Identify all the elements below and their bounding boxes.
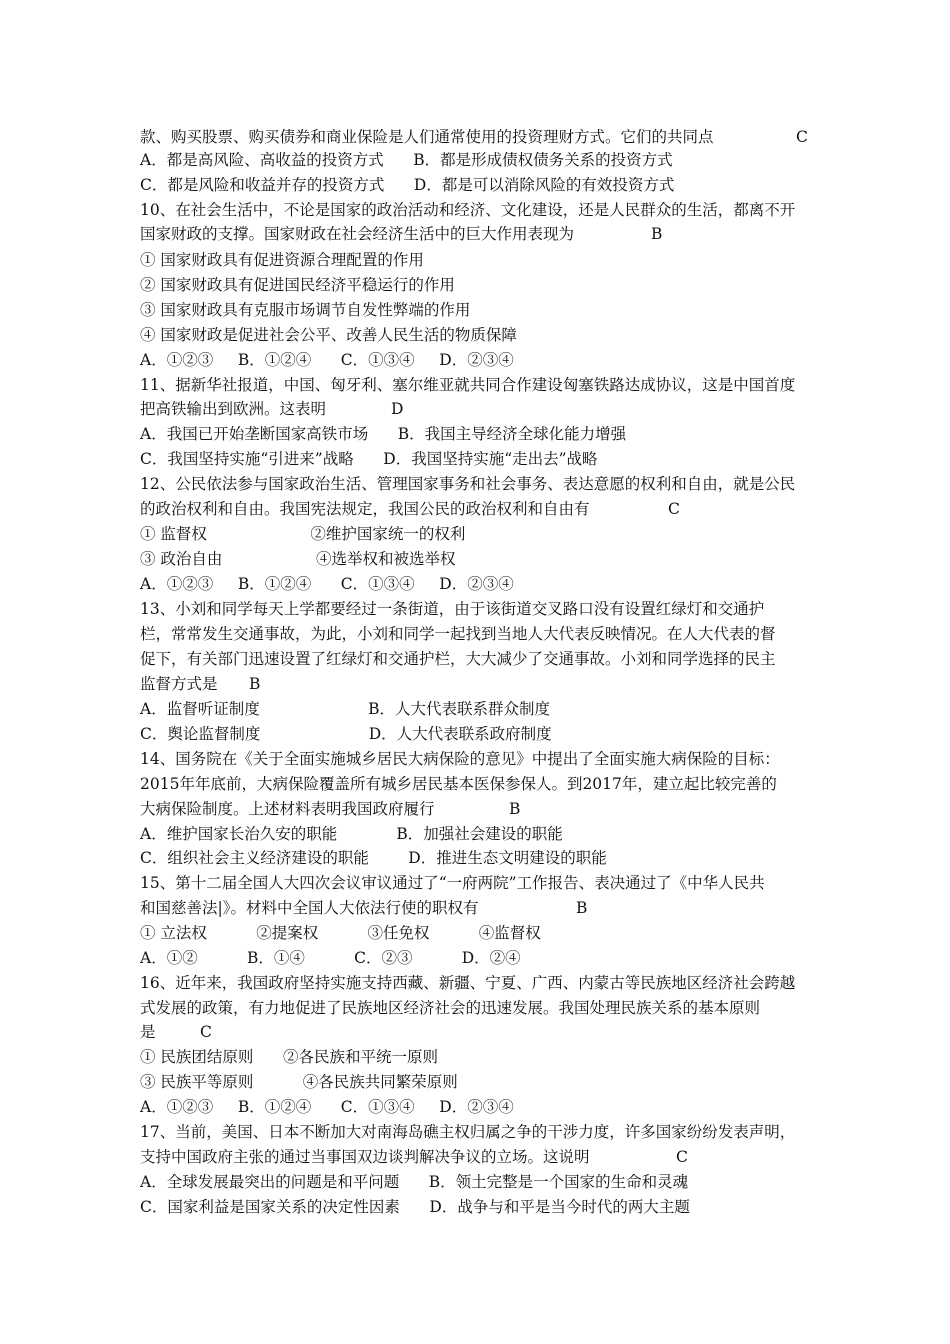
text-line: C．国家利益是国家关系的决定性因素 D．战争与和平是当今时代的两大主题 xyxy=(140,1198,690,1216)
text-line: ① 立法权 ②提案权 ③任免权 ④监督权 xyxy=(140,924,541,942)
text-line: C．组织社会主义经济建设的职能 D．推进生态文明建设的职能 xyxy=(140,849,607,867)
text-line: 16、近年来，我国政府坚持实施支持西藏、新疆、宁夏、广西、内蒙古等民族地区经济社会跨越 xyxy=(140,974,796,992)
answer-letter: B xyxy=(651,225,663,243)
text-line: 11、据新华社报道，中国、匈牙利、塞尔维亚就共同合作建设匈塞铁路达成协议，这是中国首度 xyxy=(140,376,796,394)
text-line: ③ 国家财政具有克服市场调节自发性弊端的作用 xyxy=(140,301,471,319)
text-line: 17、当前，美国、日本不断加大对南海岛礁主权归属之争的干涉力度，许多国家纷纷发表声明， xyxy=(140,1123,796,1141)
text-line: 栏，常常发生交通事故，为此，小刘和同学一起找到当地人大代表反映情况。在人大代表的督 xyxy=(140,625,776,643)
answer-letter: B xyxy=(509,800,521,818)
text-line: 是 xyxy=(140,1023,156,1041)
answer-letter: C xyxy=(796,128,808,146)
answer-letter: D xyxy=(391,400,404,418)
text-line: ④ 国家财政是促进社会公平、改善人民生活的物质保障 xyxy=(140,326,517,344)
text-line: C．我国坚持实施“引进来”战略 D．我国坚持实施“走出去”战略 xyxy=(140,450,598,468)
text-line: 款、购买股票、购买债券和商业保险是人们通常使用的投资理财方式。它们的共同点 xyxy=(140,128,714,146)
text-line: A．①② B．①④ C．②③ D．②④ xyxy=(140,949,521,967)
text-line: 10、在社会生活中，不论是国家的政治活动和经济、文化建设，还是人民群众的生活，都离不开 xyxy=(140,201,796,219)
answer-letter: C xyxy=(200,1023,212,1041)
text-line: C．舆论监督制度 D．人大代表联系政府制度 xyxy=(140,725,552,743)
text-line: 2015年年底前，大病保险覆盖所有城乡居民基本医保参保人。到2017年，建立起比较完善的 xyxy=(140,775,777,793)
text-line: C．都是风险和收益并存的投资方式 D．都是可以消除风险的有效投资方式 xyxy=(140,176,675,194)
text-line: A．①②③ B．①②④ C．①③④ D．②③④ xyxy=(140,575,514,593)
text-line: ① 国家财政具有促进资源合理配置的作用 xyxy=(140,251,424,269)
text-line: A．都是高风险、高收益的投资方式 B．都是形成债权债务关系的投资方式 xyxy=(140,151,673,169)
answer-letter: C xyxy=(676,1148,688,1166)
text-line: A．维护国家长治久安的职能 B．加强社会建设的职能 xyxy=(140,825,563,843)
text-line: 支持中国政府主张的通过当事国双边谈判解决争议的立场。这说明 xyxy=(140,1148,590,1166)
text-line: ③ 民族平等原则 ④各民族共同繁荣原则 xyxy=(140,1073,458,1091)
answer-letter: B xyxy=(249,675,261,693)
text-line: 监督方式是 xyxy=(140,675,218,693)
text-line: 和国慈善法|》。材料中全国人大依法行使的职权有 xyxy=(140,899,479,917)
text-line: 12、公民依法参与国家政治生活、管理国家事务和社会事务、表达意愿的权利和自由，就是公民 xyxy=(140,475,796,493)
text-line: 的政治权利和自由。我国宪法规定，我国公民的政治权利和自由有 xyxy=(140,500,590,518)
text-line: 把高铁输出到欧洲。这表明 xyxy=(140,400,327,418)
text-line: A．我国已开始垄断国家高铁市场 B．我国主导经济全球化能力增强 xyxy=(140,425,627,443)
text-line: 13、小刘和同学每天上学都要经过一条街道，由于该街道交叉路口没有设置红绿灯和交通护 xyxy=(140,600,765,618)
text-line: A．监督听证制度 B．人大代表联系群众制度 xyxy=(140,700,550,718)
text-line: 促下，有关部门迅速设置了红绿灯和交通护栏，大大减少了交通事故。小刘和同学选择的民主 xyxy=(140,650,776,668)
text-line: ① 民族团结原则 ②各民族和平统一原则 xyxy=(140,1048,438,1066)
text-line: 14、国务院在《关于全面实施城乡居民大病保险的意见》中提出了全面实施大病保险的目标： xyxy=(140,750,780,768)
text-line: ① 监督权 ②维护国家统一的权利 xyxy=(140,525,466,543)
text-line: 15、第十二届全国人大四次会议审议通过了“一府两院”工作报告、表决通过了《中华人民共 xyxy=(140,874,765,892)
text-line: A．①②③ B．①②④ C．①③④ D．②③④ xyxy=(140,351,514,369)
text-line: 大病保险制度。上述材料表明我国政府履行 xyxy=(140,800,435,818)
text-line: ② 国家财政具有促进国民经济平稳运行的作用 xyxy=(140,276,455,294)
answer-letter: B xyxy=(576,899,588,917)
text-line: 国家财政的支撑。国家财政在社会经济生活中的巨大作用表现为 xyxy=(140,225,575,243)
text-line: ③ 政治自由 ④选举权和被选举权 xyxy=(140,550,456,568)
text-line: 式发展的政策，有力地促进了民族地区经济社会的迅速发展。我国处理民族关系的基本原则 xyxy=(140,999,761,1017)
text-line: A．①②③ B．①②④ C．①③④ D．②③④ xyxy=(140,1098,514,1116)
answer-letter: C xyxy=(668,500,680,518)
text-line: A．全球发展最突出的问题是和平问题 B．领土完整是一个国家的生命和灵魂 xyxy=(140,1173,689,1191)
